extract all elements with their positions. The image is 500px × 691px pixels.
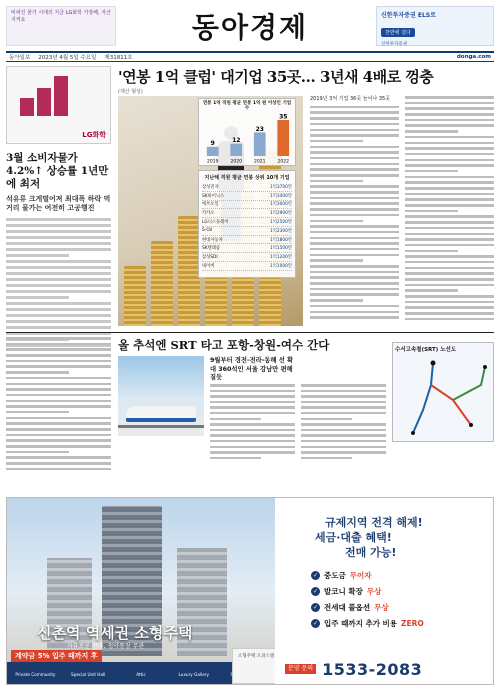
text-line (210, 434, 295, 437)
company-name: 삼성전자 (202, 184, 219, 190)
benefit-highlight: 무상 (374, 603, 389, 612)
real-estate-ad[interactable] (6, 497, 494, 685)
newspaper-logo[interactable]: 동아경제 (191, 11, 309, 44)
ad-mid-box: 소형주택 오피스텔 (232, 648, 280, 684)
text-line (310, 140, 363, 143)
text-line (405, 153, 494, 156)
salary-row (202, 253, 292, 262)
train-shape (126, 406, 196, 422)
text-line (405, 272, 494, 275)
benefit-item (311, 618, 424, 629)
text-line (405, 267, 494, 270)
map-title: 수서고속철(SRT) 노선도 (395, 347, 457, 353)
chart-tick-label: 2020 (230, 159, 242, 164)
ad-contact[interactable] (285, 658, 485, 680)
salary-row (202, 227, 292, 236)
salary-value: 1억3400만 (270, 193, 292, 199)
text-line (210, 457, 261, 460)
ad-benefits-panel (275, 498, 494, 685)
srt-body (210, 384, 386, 462)
text-line (210, 401, 295, 404)
text-line (6, 354, 111, 357)
text-line (6, 284, 111, 287)
text-line (210, 390, 295, 393)
coin-stack (151, 241, 173, 326)
text-line (6, 388, 111, 391)
text-line (405, 181, 494, 184)
salary-value: 1억2500만 (270, 220, 292, 226)
text-line (310, 225, 399, 228)
salary-row (202, 262, 292, 271)
paper-name: 동아일보 (9, 55, 31, 61)
salary-row (202, 218, 292, 227)
text-line (405, 193, 494, 196)
ad-headline-1: 규제지역 전격 해제! (325, 516, 423, 529)
ad-title: 신촌역 역세권 소형주택 (37, 624, 193, 642)
text-line (6, 296, 69, 299)
text-line (405, 215, 494, 218)
text-line (310, 293, 399, 296)
text-line (301, 434, 386, 437)
text-line (210, 451, 295, 454)
company-name: SK텔레콤 (202, 246, 220, 252)
salary-value: 1억2300만 (270, 228, 292, 234)
text-line (310, 180, 363, 183)
text-line (6, 302, 111, 305)
salary-table-title: 지난해 직원 평균 연봉 상위 10개 기업 (204, 175, 290, 181)
coin-stack (124, 266, 146, 326)
benefit-highlight: ZERO (401, 619, 424, 628)
text-line (210, 412, 295, 415)
main-story (118, 66, 494, 331)
text-line (310, 214, 399, 217)
salary-row (202, 244, 292, 253)
text-line (301, 418, 352, 421)
text-line (6, 365, 111, 368)
text-line (6, 422, 111, 425)
text-line (310, 202, 399, 205)
text-line (405, 164, 494, 167)
benefit-item (311, 586, 424, 597)
text-line (301, 423, 386, 426)
text-line (210, 429, 295, 432)
ad-right-button[interactable]: 찬반에 걸다 (381, 28, 415, 37)
text-line (301, 395, 386, 398)
text-line (301, 451, 386, 454)
text-line (6, 434, 111, 437)
text-line (405, 244, 494, 247)
text-line (301, 401, 386, 404)
text-line (301, 446, 386, 449)
ad-bar (54, 76, 68, 116)
left-column (6, 66, 111, 326)
text-line (310, 117, 399, 120)
text-line (6, 428, 111, 431)
text-line (310, 168, 399, 171)
benefit-item (311, 570, 424, 581)
text-line (301, 390, 386, 393)
text-line (405, 119, 494, 122)
text-line (310, 111, 399, 114)
salary-row (202, 192, 292, 201)
srt-subhead: 9월부터 경전-전라-동해 선 확대 360석인 서울 강남만 편해질듯 (210, 357, 294, 381)
masthead (0, 0, 500, 50)
company-name: 에쓰오일 (202, 202, 219, 208)
text-line (6, 371, 69, 374)
text-line (405, 107, 494, 110)
text-line (6, 468, 111, 471)
benefit-text: 입주 때까지 추가 비용 (324, 619, 398, 628)
text-line (310, 157, 399, 160)
text-line (310, 174, 399, 177)
coin-stack (178, 216, 200, 326)
text-line (210, 423, 295, 426)
text-line (210, 418, 261, 421)
ad-benefit-list (311, 570, 424, 634)
text-line (6, 254, 69, 257)
text-line (210, 406, 295, 409)
ad-bar-graphic (20, 72, 107, 116)
text-line (6, 230, 111, 233)
text-line (310, 185, 399, 188)
ad-right-note: 신한투자증권 (381, 42, 408, 47)
text-line (6, 400, 111, 403)
salary-value: 1억1800만 (270, 237, 292, 243)
text-line (405, 176, 494, 179)
text-line (405, 233, 494, 236)
text-line (310, 123, 399, 126)
site-url[interactable]: donga.com (456, 54, 491, 60)
chart-tick-label: 2021 (254, 159, 266, 164)
text-line (405, 159, 494, 162)
srt-train-photo (118, 356, 204, 436)
lgchem-top-ad[interactable] (6, 6, 116, 46)
bar-chart-svg (201, 112, 295, 164)
text-line (405, 204, 494, 207)
text-line (210, 440, 295, 443)
text-line (6, 411, 69, 414)
text-line (310, 242, 399, 245)
benefit-highlight: 무이자 (349, 571, 372, 580)
text-line (405, 142, 494, 145)
text-line (405, 102, 494, 105)
feature-cell: Attic (136, 671, 146, 677)
company-name: S-Oil (202, 227, 213, 233)
text-line (6, 343, 111, 346)
salary-value: 1억1200만 (270, 255, 292, 261)
text-line (6, 242, 111, 245)
text-line (405, 278, 494, 281)
feature-cell: Private Community (15, 671, 56, 677)
text-line (310, 237, 399, 240)
text-line (301, 384, 386, 387)
text-line (301, 429, 386, 432)
benefit-text: 전세대 풀옵션 (324, 603, 371, 612)
text-line (6, 405, 111, 408)
salary-row (202, 183, 292, 192)
check-icon: ✓ (312, 588, 319, 595)
phone-number[interactable]: 1533-2083 (322, 659, 423, 679)
benefit-text: 중도금 (324, 571, 346, 580)
phone-label: 분양 문의 (285, 664, 316, 675)
text-line (6, 320, 111, 323)
text-line (6, 314, 111, 317)
text-line (6, 224, 111, 227)
benefit-text: 발코니 확장 (324, 587, 363, 596)
text-line (6, 451, 69, 454)
chart-bar (254, 132, 266, 156)
text-line (310, 134, 399, 137)
text-line (310, 220, 363, 223)
text-line (405, 306, 494, 309)
chart-bar (207, 147, 219, 156)
text-line (310, 208, 399, 211)
text-line (301, 440, 386, 443)
chart-bar (230, 143, 242, 155)
text-line (405, 289, 458, 292)
text-line (6, 462, 111, 465)
text-line (405, 318, 494, 321)
text-line (405, 312, 494, 315)
text-line (6, 248, 111, 251)
check-icon: ✓ (312, 620, 319, 627)
text-line (405, 198, 494, 201)
text-line (310, 259, 363, 262)
text-line (6, 236, 111, 239)
text-line (6, 278, 111, 281)
text-line (310, 305, 399, 308)
chart-title: 연봉 1억 직원 평균 연봉 1억 원 이상인 기업 수 (202, 101, 292, 112)
main-lead: 2019년 3억 기업 36곳 늘어나 35곳 (310, 96, 391, 102)
text-line (405, 96, 494, 99)
text-line (310, 163, 399, 166)
salary-row (202, 209, 292, 218)
ad-headline-2: 세금·대출 혜택! (315, 531, 392, 544)
salary-row (202, 236, 292, 245)
dateline (6, 51, 494, 62)
rail-shape (118, 425, 204, 428)
cpi-headline[interactable]: 3월 소비자물가 4.2%↑ 상승률 1년만에 최저 (6, 152, 109, 191)
check-icon: ✓ (312, 572, 319, 579)
main-body-text (310, 96, 494, 328)
text-line (405, 250, 458, 253)
feature-cell: Special Unit Hall (71, 671, 106, 677)
main-kicker: (재산 형성) (118, 89, 143, 95)
text-line (310, 129, 399, 132)
text-line (405, 210, 458, 213)
text-line (405, 261, 494, 264)
text-line (6, 337, 111, 340)
chart-bar (277, 120, 289, 156)
ad-deposit-label: 계약금 5% 입주 때까지 후 (11, 650, 102, 662)
issue-number: 제31811호 (104, 55, 133, 61)
text-line (6, 417, 111, 420)
lg-logo: LG화학 (82, 131, 106, 139)
text-line (405, 284, 494, 287)
text-line (310, 316, 399, 319)
text-line (6, 456, 111, 459)
company-name: 카카오 (202, 211, 215, 217)
benefit-highlight: 무상 (366, 587, 382, 596)
text-line (310, 106, 399, 109)
company-name: SK하이닉스 (202, 193, 225, 199)
salary-row (202, 201, 292, 210)
salary-value: 1억1000만 (270, 263, 292, 269)
left-mid-body (6, 337, 111, 474)
text-line (405, 221, 494, 224)
company-name: 현대자동차 (202, 237, 223, 243)
salary-value: 1억1500만 (270, 246, 292, 252)
chart-tick-label: 2019 (207, 159, 219, 164)
text-line (6, 266, 111, 269)
route-map-svg (393, 355, 493, 441)
text-line (405, 301, 494, 304)
benefit-item (311, 602, 424, 613)
ad-headline-3: 전매 가능! (345, 546, 397, 559)
text-line (310, 197, 399, 200)
srt-headline[interactable]: 올 추석엔 SRT 타고 포항-창원-여수 간다 (118, 338, 330, 352)
text-line (310, 191, 399, 194)
text-line (6, 290, 111, 293)
issue-date: 2023년 4월 5일 수요일 (38, 55, 97, 61)
check-icon: ✓ (312, 604, 319, 611)
text-line (210, 395, 295, 398)
text-line (6, 377, 111, 380)
text-line (310, 282, 399, 285)
text-line (310, 276, 399, 279)
cpi-subhead: 석유류 크게떨어져 최대폭 하락 먹거리 물가는 여전히 고공행진 (6, 195, 111, 213)
text-line (301, 457, 352, 460)
chart-data-label: 35 (279, 113, 288, 121)
text-line (310, 271, 399, 274)
text-line (310, 299, 363, 302)
text-line (405, 187, 494, 190)
text-line (310, 311, 399, 314)
ad-bar (37, 88, 51, 116)
text-line (405, 136, 494, 139)
text-line (310, 146, 399, 149)
text-line (6, 383, 111, 386)
text-line (301, 406, 386, 409)
text-line (405, 238, 494, 241)
text-line (6, 439, 111, 442)
text-line (210, 384, 295, 387)
company-name: LG디스플레이 (202, 220, 229, 226)
text-line (210, 446, 295, 449)
salary-table (198, 170, 296, 278)
salary-value: 1억3700만 (270, 184, 292, 190)
text-line (6, 272, 111, 275)
text-line (310, 231, 399, 234)
section-divider (6, 332, 494, 333)
ad-tagline: 자유로운 전매, 청약통장 무관 (67, 643, 145, 650)
ad-right-title: 신한투자증권 ELS로 (381, 12, 436, 19)
chart-data-label: 9 (210, 140, 215, 148)
chart-data-label: 23 (255, 125, 264, 133)
text-line (405, 124, 494, 127)
chart-data-label: 12 (232, 136, 241, 144)
text-line (310, 248, 399, 251)
text-line (6, 360, 111, 363)
salary-value: 1억3000만 (270, 202, 292, 208)
text-line (6, 260, 111, 263)
text-line (6, 326, 111, 329)
salary-value: 1억2900만 (270, 211, 292, 217)
text-line (310, 254, 399, 257)
text-line (310, 265, 399, 268)
text-line (6, 394, 111, 397)
company-name: 삼성SDI (202, 255, 218, 261)
lgchem-side-ad[interactable] (6, 66, 111, 144)
text-line (6, 348, 111, 351)
text-line (405, 130, 458, 133)
text-line (405, 113, 494, 116)
text-line (310, 151, 399, 154)
text-line (310, 288, 399, 291)
billionaire-club-chart (198, 98, 296, 166)
company-name: 네이버 (202, 263, 215, 269)
ad-left-text: 비싸진 물가 시대의 지금 LG화학 가장배, 자산 지켜요 (11, 10, 111, 23)
cpi-body (6, 218, 111, 347)
text-line (6, 308, 111, 311)
text-line (405, 295, 494, 298)
text-line (301, 412, 386, 415)
ad-bar (20, 98, 34, 116)
text-line (6, 218, 111, 221)
text-line (405, 170, 458, 173)
text-line (405, 147, 494, 150)
srt-route-map (392, 342, 494, 442)
chart-tick-label: 2022 (277, 159, 289, 164)
main-headline[interactable]: '연봉 1억 클럽' 대기업 35곳… 3년새 4배로 껑충 (118, 68, 434, 86)
text-line (405, 255, 494, 258)
shinhan-top-ad[interactable] (376, 6, 494, 46)
text-line (405, 227, 494, 230)
text-line (6, 445, 111, 448)
feature-cell: Luxury Gallery (178, 671, 210, 677)
